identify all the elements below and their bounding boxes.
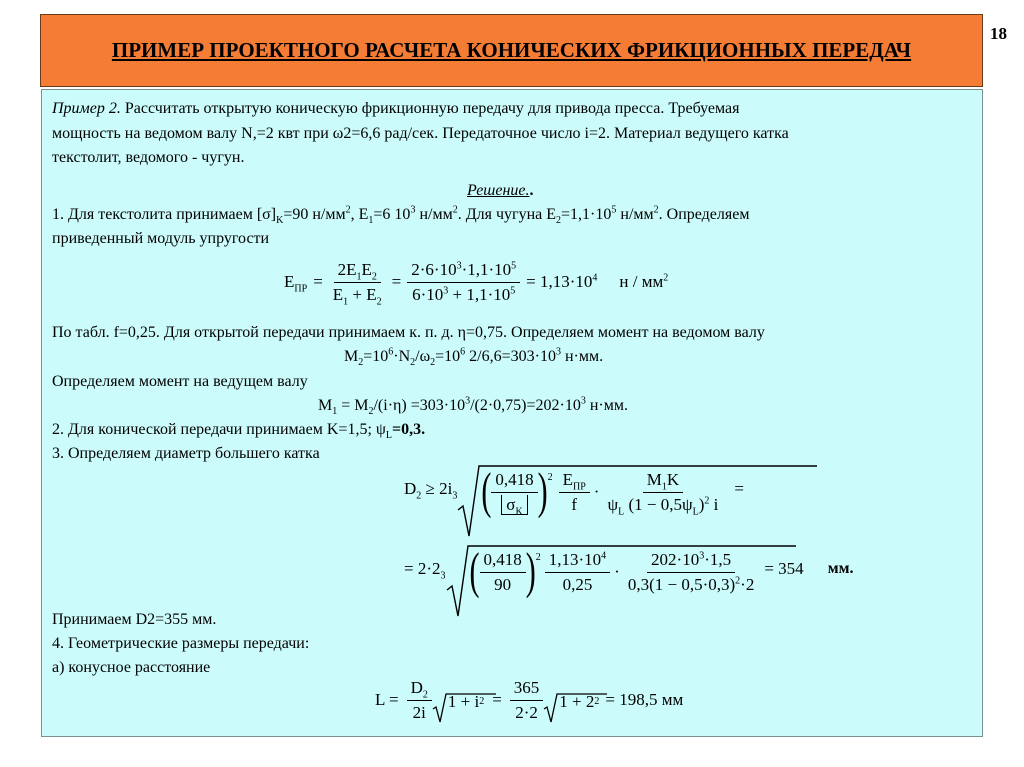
sqrt-icon-1 xyxy=(432,693,448,723)
radical-sign-icon-2 xyxy=(446,544,470,618)
l-frac-1: $\frac{D_2}{2i}$ xyxy=(407,678,432,723)
epr-eq-2: = xyxy=(391,272,402,291)
m2-line: $M_2=10^6\cdot N_2/\omega_2=10^6$ $2/6,6=303\cdot 10^3$ н·мм. xyxy=(344,346,604,369)
d2-radical: ( $\frac{0,418}{\sigma_K}$ ) 2 $\frac{E_{ПР}}{f}$ · $\frac{M_1K}{\psi_L (1 - 0,5\psi_L)^2 i}$ xyxy=(457,464,722,515)
step4: 4. Геометрические размеры передачи: xyxy=(52,635,310,652)
step2: 2. Для конической передачи принимаем K=1,5; $\psi_L=0,3$. xyxy=(52,421,426,442)
s1s5: 2 xyxy=(452,204,458,216)
l-radical-2: 1 + 2 2 xyxy=(543,689,599,712)
s1s1: K xyxy=(276,215,284,227)
l-eq: = xyxy=(492,690,502,709)
d2-frac-2: $\frac{E_{ПР}}{f}$ xyxy=(559,470,590,515)
table-paragraph: По табл. f=0,25. Для открытой передачи принимаем к. п. д. η=0,75. Определяем момент на ведомом валу xyxy=(52,324,765,341)
epr-eq: = xyxy=(313,272,323,291)
content-panel xyxy=(41,89,983,737)
d2n-frac-1: $\frac{0,418}{90}$ xyxy=(480,550,526,595)
d2n-radical: ( $\frac{0,418}{90}$ ) 2 $\frac{1,13\cdot 10^4}{0,25}$ · $\frac{202\cdot 10^3\cdot 1,5}{0,3(1 - 0,5\cdot 0,3)^2\cdot 2}$ xyxy=(446,544,759,595)
s1p7: =1,1·10 xyxy=(561,206,612,223)
s1p5: н/мм xyxy=(415,206,453,223)
formula-l xyxy=(375,670,683,730)
d2n-paren-r: ) xyxy=(525,543,536,600)
d2-paren-r: ) xyxy=(537,463,548,520)
s1p9: . Определяем xyxy=(658,206,750,223)
d2n-result: = 354 xyxy=(764,559,804,578)
problem-line-1 xyxy=(52,99,739,119)
s1p2: =90 н/мм xyxy=(283,206,346,223)
problem-line-3: текстолит, ведомого - чугун. xyxy=(52,149,245,166)
s1p3: , E xyxy=(350,206,369,223)
s1p1: 1. Для текстолита принимаем [σ] xyxy=(52,206,277,223)
d2-eq: = xyxy=(734,479,744,498)
s1p6: . Для чугуна E xyxy=(457,206,557,223)
step4a: а) конусное расстояние xyxy=(52,659,211,676)
d2n-dot: · xyxy=(614,562,620,581)
sqrt-icon-2 xyxy=(543,693,559,723)
solution-heading-dot: . xyxy=(529,182,534,199)
epr-lhs: $E_{ПР}$ xyxy=(284,272,308,295)
d2-paren-l: ( xyxy=(481,463,492,520)
d2n-lead: = $2\cdot 2_3$ xyxy=(404,559,446,582)
d2-frac-1: $\frac{0,418}{\sigma_K}$ xyxy=(491,470,537,515)
formula-epr xyxy=(284,253,668,311)
d2n-unit: мм. xyxy=(827,560,854,577)
d2-frac-3: $\frac{M_1K}{\psi_L (1 - 0,5\psi_L)^2 i}$ xyxy=(607,469,719,517)
step1-line-2: приведенный модуль упругости xyxy=(52,230,270,247)
problem-line-2: мощность на ведомом валу N,=2 квт при ω2=6,6 рад/сек. Передаточное число i=2. Материал ведущего катка xyxy=(52,125,789,142)
d2n-paren-l: ( xyxy=(469,543,480,600)
s1s4: 3 xyxy=(410,204,416,216)
step3: 3. Определяем диаметр большего катка xyxy=(52,445,320,462)
accept-d2: Принимаем D2=355 мм. xyxy=(52,611,217,628)
epr-result: = $1,13\cdot 10^4$ xyxy=(526,272,598,291)
epr-unit: н / $мм^2$ xyxy=(619,272,669,291)
s1p8: н/мм xyxy=(616,206,654,223)
d2n-frac-3: $\frac{202\cdot 10^3\cdot 1,5}{0,3(1 - 0,5\cdot 0,3)^2\cdot 2}$ xyxy=(627,549,755,594)
s1s6: 2 xyxy=(556,215,562,227)
l-result: = 198,5 мм xyxy=(605,690,684,709)
m1-line: $M_1 = M_2/(i\cdot\eta) =303\cdot 10^3/(2\cdot 0,75)=202\cdot 10^3$ н·мм. xyxy=(318,395,628,418)
formula-d2-numeric xyxy=(404,532,853,606)
l-radical-1: 1 + i 2 xyxy=(432,689,484,712)
d2-lhs: $D_2 \ge 2i_3$ xyxy=(404,479,458,502)
l-frac-2: $\frac{365}{2\cdot 2}$ xyxy=(510,678,544,723)
d2n-frac-2: $\frac{1,13\cdot 10^4}{0,25}$ xyxy=(545,550,610,595)
solution-heading xyxy=(467,181,534,201)
s1s7: 5 xyxy=(611,204,617,216)
solution-heading-text: Решение. xyxy=(467,182,530,199)
page-title: ПРИМЕР ПРОЕКТНОГО РАСЧЕТА КОНИЧЕСКИХ ФРИКЦИОННЫХ ПЕРЕДАЧ xyxy=(111,38,912,62)
epr-frac-1: $\frac{2E_1E_2}{E_1 + E_2}$ xyxy=(332,259,382,307)
step1-line-1 xyxy=(52,205,749,225)
radical-sign-icon xyxy=(457,464,481,538)
slide-number: 18 xyxy=(990,24,1007,43)
moment-lead: Определяем момент на ведущем валу xyxy=(52,373,308,390)
formula-d2 xyxy=(404,452,744,526)
d2-dot: · xyxy=(593,482,600,501)
problem-text-1: Рассчитать открытую коническую фрикционную передачу для привода пресса. Требуемая xyxy=(120,100,740,117)
l-lhs: L = xyxy=(375,690,399,709)
s1s3: 1 xyxy=(368,215,374,227)
title-banner xyxy=(40,14,983,87)
problem-label: Пример 2. xyxy=(52,100,121,117)
epr-frac-2: $\frac{2\cdot 6\cdot 10^3\cdot 1,1\cdot 10^5}{6\cdot 10^3 + 1,1\cdot 10^5}$ xyxy=(407,260,520,305)
s1s8: 2 xyxy=(653,204,659,216)
s1s2: 2 xyxy=(345,204,351,216)
s1p4: =6 10 xyxy=(373,206,411,223)
